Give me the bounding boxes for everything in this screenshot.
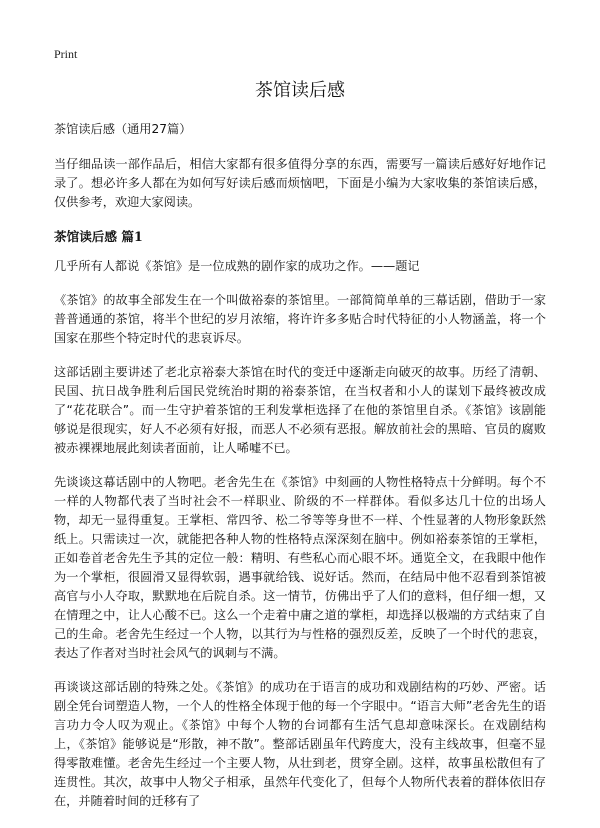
intro-paragraph: 当仔细品读一部作品后，相信大家都有很多值得分享的东西，需要写一篇读后感好好地作记录了。想必许多人都在为如何写好读后感而烦恼吧，下面是小编为大家收集的茶馆读后感，仅供参考，欢迎大家阅读。 [54,157,546,209]
body-paragraph: 这部话剧主要讲述了老北京裕泰大茶馆在时代的变迁中逐渐走向破灭的故事。历经了清朝、民国、抗日战争胜利后国民党统治时期的裕泰茶馆，在当权者和小人的谋划下最终被改成了“花花联合”。而一生守护着茶馆的王利发掌柜选择了在他的茶馆里自杀。《茶馆》该剧能够说是很现实，好人不必须有好报，而恶人不必须有恶报。解放前社会的黑暗、官员的腐败被赤裸裸地展此刻读者面前，让人唏嘘不已。 [54,365,546,455]
body-paragraph: 再谈谈这部话剧的特殊之处。《茶馆》的成功在于语言的成功和戏剧结构的巧妙、严密。话剧全凭台词塑造人物，一个人的性格全体现于他的每一个字眼中。“语言大师”老舍先生的语言功力令人叹为观止。《茶馆》中每个人物的台词都有生活气息却意味深长。在戏剧结构上，《茶馆》能够说是“形散，神不散”。整部话剧虽年代跨度大，没有主线故事，但毫不显得零散难懂。老舍先生经过一个主要人物，从壮到老，贯穿全剧。这样，故事虽松散但有了连贯性。其次，故事中人物父子相承，虽然年代变化了，但每个人物所代表着的群体依旧存在，并随着时间的迁移有了 [54,680,546,808]
article-body [54,120,546,826]
print-label: Print [54,47,78,61]
body-paragraph: 《茶馆》的故事全部发生在一个叫做裕泰的茶馆里。一部简简单单的三幕话剧，借助于一家普普通通的茶馆，将半个世纪的岁月浓缩，将许许多多贴合时代特征的小人物涵盖，将一个国家在那些个特定时代的悲哀诉尽。 [54,293,546,345]
article-subtitle: 茶馆读后感（通用27篇） [54,122,192,136]
body-paragraph: 几乎所有人都说《茶馆》是一位成熟的剧作家的成功之作。——题记 [54,259,420,273]
section-heading: 茶馆读后感 篇1 [54,229,143,244]
page-title: 茶馆读后感 [255,80,345,101]
body-paragraph: 先谈谈这幕话剧中的人物吧。老舍先生在《茶馆》中刻画的人物性格特点十分鲜明。每个不一样的人物都代表了当时社会不一样职业、阶级的不一样群体。看似多达几十位的出场人物，却无一显得重复。王掌柜、常四爷、松二爷等等身世不一样、个性显著的人物形象跃然纸上。只需读过一次，就能把各种人物的性格特点深深刻在脑中。例如裕泰茶馆的王掌柜，正如卷首老舍先生予其的定位一般：精明、有些私心而心眼不坏。通览全文，在我眼中他作为一个掌柜，很圆滑又显得软弱，遇事就给钱、说好话。然而，在结局中他不忍看到茶馆被高官与小人夺取，默默地在后院自杀。这一情节，仿佛出乎了人们的意料，但仔细一想，又在情理之中，让人心酸不已。这么一个走着中庸之道的掌柜，却选择以极端的方式结束了自己的生命。老舍先生经过一个人物，以其行为与性格的强烈反差，反映了一个时代的悲哀，表达了作者对当时社会风气的讽刺与不满。 [54,475,546,660]
